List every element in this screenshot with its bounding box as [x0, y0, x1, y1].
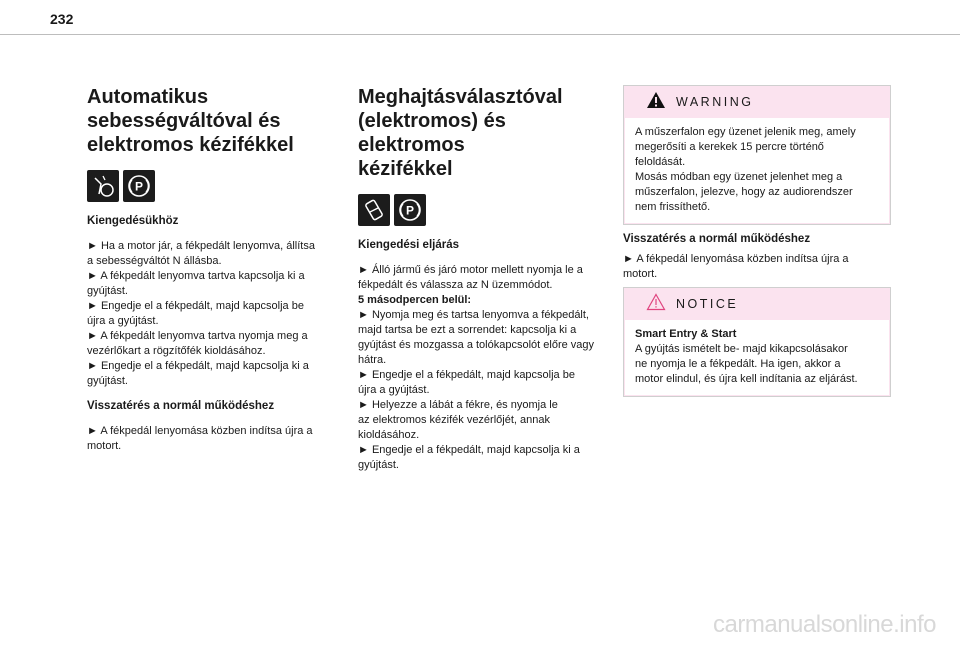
warning-body: A műszerfalon egy üzenet jelenik meg, amely megerősíti a kerekek 15 percre történő feloldását. Mosás módban egy üzenet jelenhet meg a műszerfalon, jelezve, hogy az audiorendszer nem frissíthető.	[625, 118, 889, 223]
gear-selector-icon	[358, 194, 390, 226]
push-button-start-icon	[87, 170, 119, 202]
icon-row	[358, 194, 603, 226]
svg-text:P: P	[134, 179, 144, 194]
subheading-normal-operation: Visszatérés a normál működéshez	[87, 400, 275, 412]
page-number: 232	[50, 11, 74, 27]
notice-header	[624, 288, 890, 320]
notice-label: NOTICE	[676, 297, 739, 311]
subheading-release: Kiengedésükhöz	[87, 215, 179, 227]
notice-box	[623, 287, 891, 397]
warning-box	[623, 85, 891, 225]
warning-label: WARNING	[676, 95, 754, 109]
icon-row	[87, 170, 332, 202]
normal-operation-steps: ► A fékpedál lenyomása közben indítsa újra a motort.	[87, 425, 313, 452]
release-procedure-steps: ► Álló jármű és járó motor mellett nyomja le a fékpedált és válassza az N üzemmódot. 5 másodpercen belül: ► Nyomja meg és tartsa lenyomva a fékpedált, majd tartsa be ezt a sorrendet: kapcsolja ki a gyújtást és mozgassa a tolókapcsolót előre vagy hátra. ► Engedje el a fékpedált, majd kapcsolja be újra a gyújtást. ► Helyezze a lábát a fékre, és nyomja le az elektromos kézifék vezérlőjét, annak kioldásához. ► Engedje el a fékpedált, majd kapcsolja ki a gyújtást.	[358, 264, 595, 471]
warning-header	[624, 86, 890, 118]
watermark: carmanualsonline.info	[713, 611, 936, 638]
column-automatic-gearbox	[87, 85, 332, 454]
parking-brake-icon	[123, 170, 155, 202]
svg-text:P: P	[405, 203, 415, 218]
subheading-normal-operation: Visszatérés a normál működéshez	[623, 233, 811, 245]
notice-triangle-icon	[646, 293, 666, 316]
notice-body: Smart Entry & Start A gyújtás ismételt be- majd kikapcsolásakor ne nyomja le a fékpedált. Ha igen, akkor a motor elindul, és újra kell indítania az eljárást.	[625, 320, 889, 395]
column-drive-selector	[358, 85, 603, 473]
release-steps: ► Ha a motor jár, a fékpedált lenyomva, állítsa a sebességváltót N állásba. ► A fékpedált lenyomva tartva kapcsolja ki a gyújtást. ► Engedje el a fékpedált, majd kapcsolja be újra a gyújtást. ► A fékpedált lenyomva tartva nyomja meg a vezérlőkart a rögzítőfék kioldásához. ► Engedje el a fékpedált, majd kapcsolja ki a gyújtást.	[87, 240, 315, 387]
column-notes	[623, 0, 889, 649]
normal-operation-steps: ► A fékpedál lenyomása közben indítsa újra a motort.	[623, 253, 849, 280]
subheading-release-procedure: Kiengedési eljárás	[358, 239, 459, 251]
parking-brake-icon	[394, 194, 426, 226]
section-title: Automatikus sebességváltóval és elektromos kézifékkel	[87, 86, 294, 156]
section-title: Meghajtásválasztóval (elektromos) és elektromos kézifékkel	[358, 86, 563, 180]
warning-triangle-icon	[646, 91, 666, 114]
